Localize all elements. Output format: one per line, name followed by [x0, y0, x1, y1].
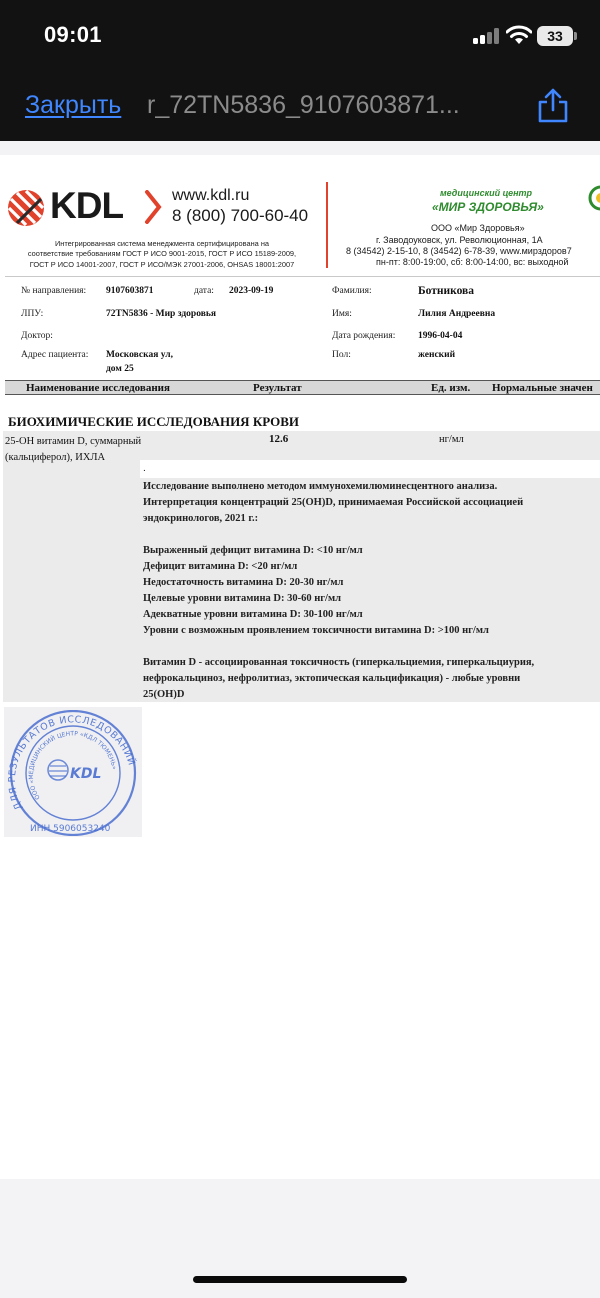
surname-label: Фамилия: [332, 286, 372, 296]
test-result-value: 12.6 [269, 433, 289, 445]
patient-dob: 1996-04-04 [418, 331, 463, 341]
clinic-hours: пн-пт: 8:00-19:00, сб: 8:00-14:00, вс: выходной [376, 257, 569, 267]
result-comment [143, 479, 600, 703]
status-time: 09:01 [44, 22, 102, 47]
clinic-phones: 8 (34542) 2-15-10, 8 (34542) 6-78-39, www.мирздоров7 [346, 246, 572, 256]
lpu-value: 72TN5836 - Мир здоровья [106, 309, 217, 319]
kdl-brand: KDL [50, 185, 124, 226]
section-title: БИОХИМИЧЕСКИЕ ИССЛЕДОВАНИЯ КРОВИ [8, 414, 300, 429]
comment-line: нефрокальциноз, нефролитиаз, эктопическая кальцификация) - любые уровни [143, 673, 521, 684]
sex-label: Пол: [332, 350, 351, 360]
cert-line: ГОСТ Р ИСО 14001-2007, ГОСТ Р ИСО/МЭК 27001-2006, OHSAS 18001:2007 [29, 259, 295, 269]
lab-phone: 8 (800) 700-60-40 [172, 206, 309, 225]
home-indicator[interactable] [193, 1276, 407, 1283]
comment-line: Интерпретация концентраций 25(OH)D, принимаемая Российской ассоциацией [143, 497, 524, 508]
dob-label: Дата рождения: [332, 331, 396, 341]
referral-number: 9107603871 [106, 286, 154, 296]
comment-spacer [143, 527, 600, 543]
col-result: Результат [253, 382, 302, 394]
kdl-logo-icon [7, 189, 45, 227]
comment-line: 25(OH)D [143, 689, 185, 700]
close-button[interactable]: Закрыть [25, 91, 122, 119]
results-table-header [5, 380, 600, 395]
referral-label: № направления: [21, 286, 87, 296]
wifi-icon [506, 25, 532, 45]
comment-line: Недостаточность витамина D: 20-30 нг/мл [143, 577, 344, 588]
test-name-line: (кальциферол), ИХЛА [5, 452, 106, 463]
row-gap [140, 460, 600, 478]
lpu-label: ЛПУ: [21, 309, 44, 319]
comment-line: Выраженный дефицит витамина D: <10 нг/мл [143, 545, 363, 556]
patient-surname: Ботникова [418, 285, 475, 297]
patient-name: Лилия Андреевна [418, 309, 496, 319]
comment-line: Целевые уровни витамина D: 30-60 нг/мл [143, 593, 341, 604]
address-line-2: дом 25 [106, 364, 134, 374]
stamp-brand: KDL [70, 766, 102, 782]
test-name-line: 25-ОН витамин D, суммарный [5, 436, 142, 447]
cert-line: Интегрированная система менеджмента сертифицирована на [54, 239, 270, 248]
certification-text [10, 239, 314, 270]
clinic-name: «МИР ЗДОРОВЬЯ» [432, 200, 544, 214]
comment-line: Исследование выполнено методом иммунохемилюминесцентного анализа. [143, 481, 498, 492]
patient-info [5, 276, 600, 380]
comment-line: Адекватные уровни витамина D: 30-100 нг/мл [143, 609, 363, 620]
comment-line: Уровни с возможным проявлением токсичности витамина D: >100 нг/мл [143, 625, 489, 636]
chevron-right-icon [144, 190, 162, 224]
col-test-name: Наименование исследования [26, 382, 170, 394]
clinic-logo-icon [588, 183, 600, 217]
document-title: r_72TN5836_9107603871... [147, 91, 460, 119]
comment-marker: . [143, 463, 146, 474]
document-page [0, 155, 600, 1179]
clinic-label: медицинский центр [440, 188, 533, 198]
comment-line: Витамин D - ассоциированная токсичность (гиперкальциемия, гиперкальциурия, [143, 657, 535, 668]
cellular-signal-icon [473, 28, 499, 44]
stamp-inner-text: ООО «МЕДИЦИНСКИЙ ЦЕНТР «КДЛ ТЮМЕНЬ» [27, 730, 118, 801]
comment-line: эндокринологов, 2021 г.: [143, 513, 259, 524]
comment-spacer [143, 639, 600, 655]
address-line-1: Московская ул, [106, 350, 173, 360]
test-name [5, 434, 141, 466]
lab-stamp [6, 710, 140, 836]
clinic-company: ООО «Мир Здоровья» [431, 223, 525, 233]
patient-sex: женский [418, 350, 456, 360]
test-unit: нг/мл [439, 434, 464, 445]
battery-cap [574, 32, 577, 40]
date-label: дата: [194, 286, 214, 296]
top-bar [0, 0, 600, 141]
address-label: Адрес пациента: [21, 350, 89, 360]
share-icon[interactable] [536, 88, 570, 124]
battery-icon: 33 [537, 26, 573, 46]
stamp-outer-text: ДЛЯ РЕЗУЛЬТАТОВ ИССЛЕДОВАНИЙ [6, 714, 137, 812]
referral-date: 2023-09-19 [229, 286, 274, 296]
name-label: Имя: [332, 309, 352, 319]
col-reference: Нормальные значен [492, 382, 593, 394]
header-divider [326, 182, 328, 268]
cert-line: соответствие требованиям ГОСТ Р ИСО 9001-2015, ГОСТ Р ИСО 15189-2009, [27, 249, 297, 259]
stamp-inn: ИНН 5906053240 [30, 824, 111, 834]
clinic-address: г. Заводоуковск, ул. Революционная, 1А [376, 235, 543, 245]
comment-line: Дефицит витамина D: <20 нг/мл [143, 561, 298, 572]
col-unit: Ед. изм. [431, 382, 471, 394]
doctor-label: Доктор: [21, 331, 53, 341]
lab-website: www.kdl.ru [172, 187, 250, 204]
